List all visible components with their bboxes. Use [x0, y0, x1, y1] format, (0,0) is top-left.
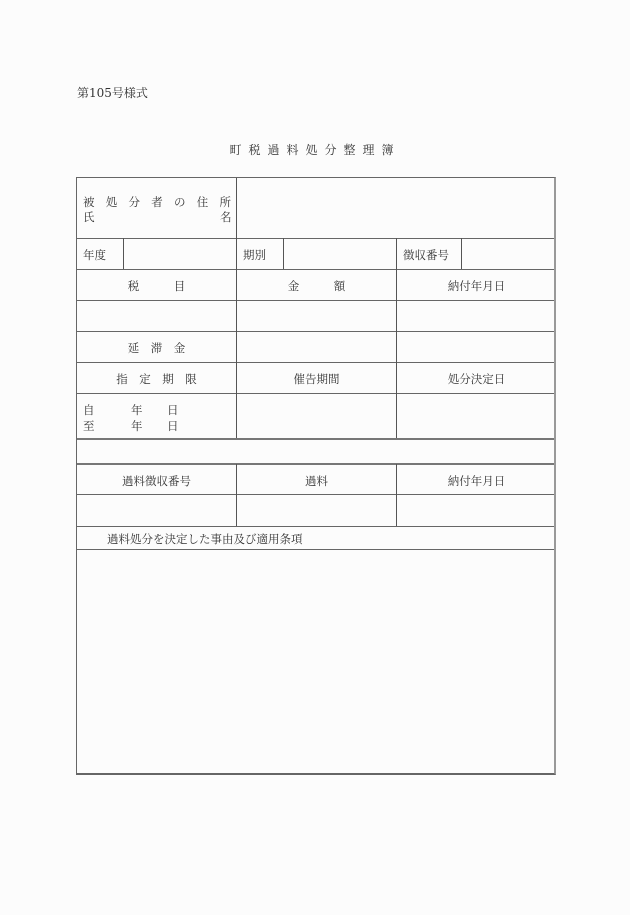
tax-amount-field[interactable] — [237, 301, 396, 331]
fine-disposition-ledger-table — [76, 177, 556, 775]
to-day-label: 日 — [167, 419, 179, 433]
from-label: 自 — [83, 403, 95, 417]
fine-header: 過料 — [305, 474, 328, 488]
collection-number-label: 徴収番号 — [403, 248, 449, 262]
period-field[interactable] — [284, 239, 396, 269]
fine-collection-number-header: 過料徴収番号 — [122, 474, 191, 488]
payment-date-header: 納付年月日 — [447, 279, 506, 293]
disposition-date-header: 処分決定日 — [447, 372, 506, 386]
offender-address-name-field[interactable] — [237, 178, 555, 238]
late-fee-amount-field[interactable] — [237, 332, 396, 362]
disposition-date-field[interactable] — [397, 394, 555, 438]
amount-header: 金 額 — [287, 279, 346, 293]
label-char: 住 — [196, 195, 209, 209]
fine-amount-field[interactable] — [237, 495, 396, 526]
row-divider — [77, 526, 554, 527]
from-year-label: 年 — [131, 403, 143, 417]
label-char: 分 — [128, 195, 140, 209]
to-label: 至 — [83, 419, 95, 433]
reason-field[interactable] — [77, 550, 555, 772]
notice-period-header: 催告期間 — [293, 372, 340, 386]
tax-item-field[interactable] — [77, 301, 236, 331]
fiscal-year-field[interactable] — [124, 239, 236, 269]
period-label: 期別 — [243, 248, 266, 262]
fine-payment-date-field[interactable] — [397, 495, 555, 526]
row-divider — [77, 269, 554, 270]
fine-collection-number-field[interactable] — [77, 495, 236, 526]
offender-address-label — [83, 194, 231, 210]
document-title: 町税過料処分整理簿 — [229, 143, 401, 157]
collection-number-field[interactable] — [462, 239, 555, 269]
to-year-label: 年 — [131, 419, 143, 433]
reason-label: 過料処分を決定した事由及び適用条項 — [107, 532, 303, 546]
offender-name-label-left: 氏 — [83, 210, 95, 224]
late-fee-label: 延 滞 金 — [127, 341, 186, 355]
label-char: 所 — [219, 195, 231, 209]
label-char: 被 — [83, 195, 95, 209]
fiscal-year-label: 年度 — [83, 248, 106, 262]
tax-payment-date-field[interactable] — [397, 301, 555, 331]
late-fee-payment-date-field[interactable] — [397, 332, 555, 362]
tax-item-header: 税 目 — [127, 279, 186, 293]
label-char: 者 — [151, 195, 163, 209]
label-char: の — [174, 195, 186, 209]
label-char: 処 — [105, 195, 118, 209]
separator-row — [77, 440, 555, 463]
row-divider — [77, 362, 554, 363]
designated-deadline-header: 指 定 期 限 — [116, 372, 197, 386]
notice-period-field[interactable] — [237, 394, 396, 438]
offender-name-label-right: 名 — [220, 210, 232, 224]
from-day-label: 日 — [167, 403, 179, 417]
fine-payment-date-header: 納付年月日 — [447, 474, 506, 488]
form-number: 第105号様式 — [77, 86, 148, 100]
row-divider — [77, 463, 554, 465]
